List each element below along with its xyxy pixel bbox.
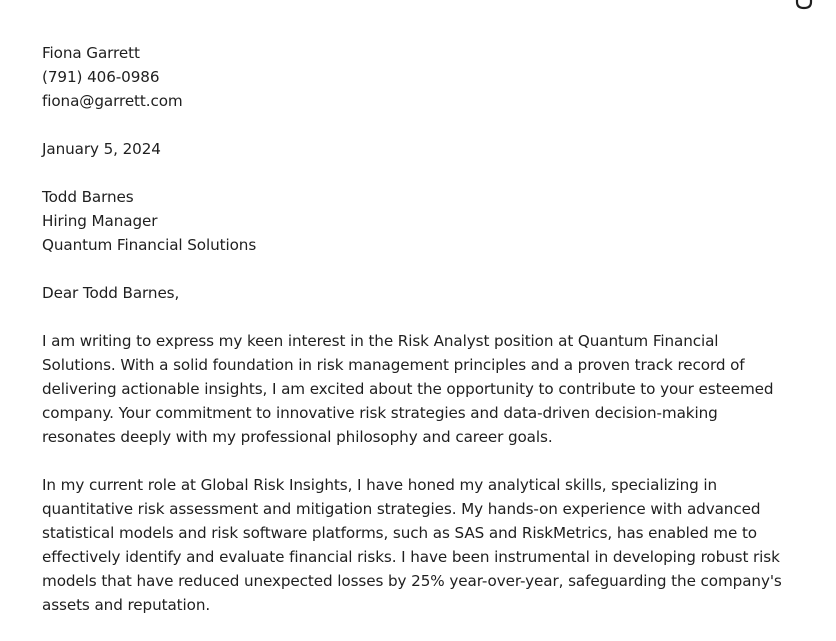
sender-name: Fiona Garrett <box>42 44 140 62</box>
salutation-block <box>42 281 796 305</box>
recipient-block <box>42 185 796 257</box>
letter-date: January 5, 2024 <box>42 140 161 158</box>
recipient-title: Hiring Manager <box>42 212 158 230</box>
recipient-company: Quantum Financial Solutions <box>42 236 257 254</box>
salutation: Dear Todd Barnes, <box>42 284 180 302</box>
partial-u-glyph-icon <box>794 0 814 16</box>
letter-body <box>42 329 796 617</box>
sender-phone: (791) 406-0986 <box>42 68 160 86</box>
body-paragraph-1: I am writing to express my keen interest in the Risk Analyst position at Quantum Financial Solutions. With a solid foundation in risk management principles and a proven track record of delivering actionable insights, I am excited about the opportunity to contribute to your esteemed company. Your commitment to innovative risk strategies and data-driven decision-making resonates deeply with my professional philosophy and career goals. <box>42 332 774 446</box>
sender-email: fiona@garrett.com <box>42 92 183 110</box>
sender-block <box>42 41 796 113</box>
recipient-name: Todd Barnes <box>42 188 134 206</box>
date-block <box>42 137 796 161</box>
cover-letter <box>42 41 796 641</box>
body-paragraph-2: In my current role at Global Risk Insights, I have honed my analytical skills, specializing in quantitative risk assessment and mitigation strategies. My hands-on experience with advanced statistical models and risk software platforms, such as SAS and RiskMetrics, has enabled me to effectively identify and evaluate financial risks. I have been instrumental in developing robust risk models that have reduced unexpected losses by 25% year-over-year, safeguarding the company's assets and reputation. <box>42 476 782 614</box>
